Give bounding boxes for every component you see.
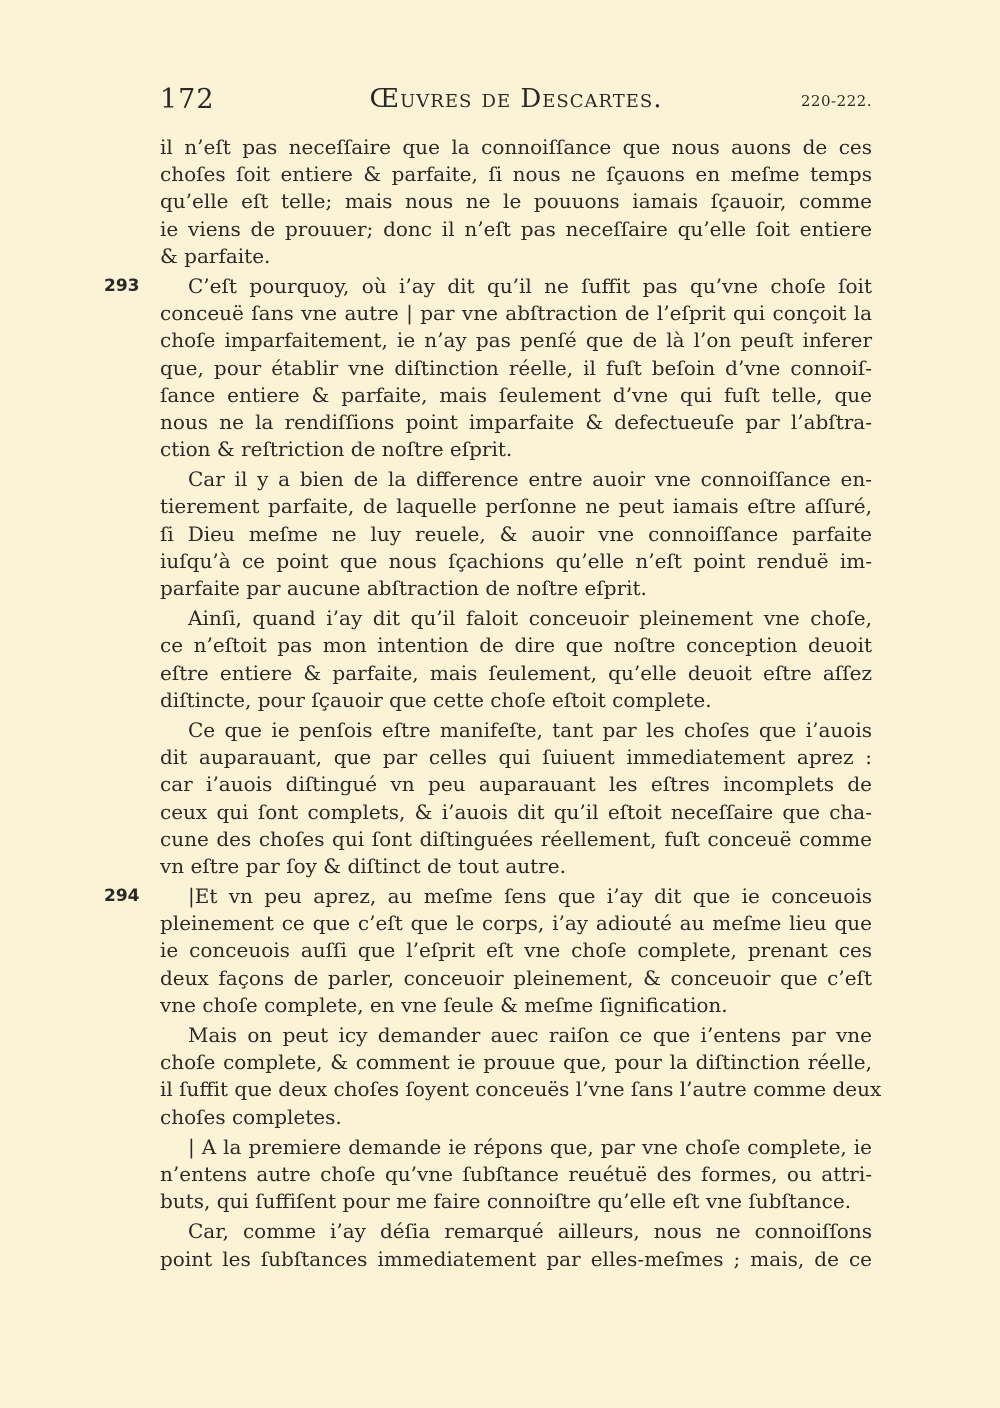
text-line: cune des choſes qui ſont diſtinguées réellement, fuſt conceuë comme xyxy=(160,826,872,851)
text-line: ie conceuois auſſi que l’eſprit eſt vne choſe complete, prenant ces xyxy=(160,938,872,963)
text-line: il n’eſt pas neceſſaire que la connoiſſance que nous auons de ces xyxy=(160,135,872,159)
margin-note: 294 xyxy=(104,886,140,907)
page-number: 172 xyxy=(160,84,215,115)
margin-note: 293 xyxy=(104,275,140,296)
running-header xyxy=(160,84,872,124)
text-line: ſance entiere & parfaite, mais ſeulement d’vne qui fuſt telle, que xyxy=(160,382,872,407)
text-line: ction & reſtriction de noſtre eſprit. xyxy=(160,437,513,462)
text-line: vn eſtre par ſoy & diſtinct de tout autre. xyxy=(160,853,566,878)
body-text xyxy=(104,134,882,1273)
text-line: nous ne la rendiſſions point imparfaite & defectueuſe par l’abſtra- xyxy=(160,409,872,434)
text-line: dit auparauant, que par celles qui ſuiuent immediatement aprez : xyxy=(160,745,872,770)
text-line: | A la premiere demande ie répons que, par vne choſe complete, ie xyxy=(188,1134,872,1159)
text-line: tierement parfaite, de laquelle perſonne ne peut iamais eſtre aſſuré, xyxy=(160,494,872,519)
section-reference: 220-222. xyxy=(800,92,872,110)
text-line: deux façons de parler, conceuoir pleinement, & conceuoir que c’eſt xyxy=(160,965,872,990)
text-line: diſtincte, pour ſçauoir que cette choſe eſtoit complete. xyxy=(160,687,712,712)
text-line: Car il y a bien de la difference entre auoir vne connoiſſance en- xyxy=(188,467,872,492)
text-line: ce n’eſtoit pas mon intention de dire que noſtre conception deuoit xyxy=(160,633,872,658)
text-line: eſtre entiere & parfaite, mais ſeulement, qu’elle deuoit eſtre aſſez xyxy=(160,660,872,685)
text-line: n’entens autre choſe qu’vne ſubſtance reuétuë des formes, ou attri- xyxy=(160,1161,872,1186)
text-line: iuſqu’à ce point que nous ſçachions qu’elle n’eſt point renduë im- xyxy=(160,548,872,573)
text-line: qu’elle eſt telle; mais nous ne le pouuons iamais ſçauoir, comme xyxy=(160,189,872,214)
text-line: choſes ſoit entiere & parfaite, ſi nous ne ſçauons en meſme temps xyxy=(160,162,872,187)
text-line: car i’auois diſtingué vn peu auparauant les eſtres incomplets de xyxy=(160,772,872,797)
text-line: vne choſe complete, en vne ſeule & meſme ſignification. xyxy=(160,992,728,1017)
text-line: choſe imparfaitement, ie n’ay pas penſé que de là l’on peuſt inferer xyxy=(160,328,872,353)
text-line: Mais on peut icy demander auec raiſon ce que i’entens par vne xyxy=(188,1023,872,1047)
text-line: ſi Dieu meſme ne luy reuele, & auoir vne connoiſſance parfaite xyxy=(160,521,872,546)
text-line: parfaite par aucune abſtraction de noſtre eſprit. xyxy=(160,576,647,600)
text-line: ie viens de prouuer; donc il n’eſt pas neceſſaire qu’elle ſoit entiere xyxy=(160,216,872,241)
text-line: 293 C’eſt pourquoy, où i’ay dit qu’il ne ſuffit pas qu’vne choſe ſoit xyxy=(104,273,872,298)
text-line: Ainſi, quand i’ay dit qu’il faloit conceuoir pleinement vne choſe, xyxy=(188,606,872,631)
text-line: choſe complete, & comment ie prouue que, pour la diſtinction réelle, xyxy=(160,1050,872,1075)
text-line: Ce que ie penſois eſtre manifeſte, tant par les choſes que i’auois xyxy=(188,717,872,742)
text-line: point les ſubſtances immediatement par elles-meſmes ; mais, de ce xyxy=(160,1246,872,1271)
text-line: 294 |Et vn peu aprez, au meſme ſens que i’ay dit que ie conceuois xyxy=(104,884,872,909)
text-line: il ſuffit que deux choſes ſoyent conceuës l’vne ſans l’autre comme deux xyxy=(160,1077,882,1102)
text-line: que, pour établir vne diſtinction réelle, il fuſt beſoin d’vne connoiſ- xyxy=(160,355,872,380)
text-line: buts, qui ſuffiſent pour me faire connoiſtre qu’elle eſt vne ſubſtance. xyxy=(160,1189,852,1214)
running-title: Œuvres de Descartes. xyxy=(369,84,663,114)
text-line: Car, comme i’ay déſia remarqué ailleurs, nous ne connoiſſons xyxy=(188,1219,872,1244)
text-line: choſes completes. xyxy=(160,1104,342,1129)
text-line: & parfaite. xyxy=(160,243,271,268)
text-line: pleinement ce que c’eſt que le corps, i’ay adiouté au meſme lieu que xyxy=(160,911,872,936)
text-line: ceux qui ſont complets, & i’auois dit qu’il eſtoit neceſſaire que cha- xyxy=(160,799,872,824)
text-line: conceuë ſans vne autre | par vne abſtraction de l’eſprit qui conçoit la xyxy=(160,301,872,326)
